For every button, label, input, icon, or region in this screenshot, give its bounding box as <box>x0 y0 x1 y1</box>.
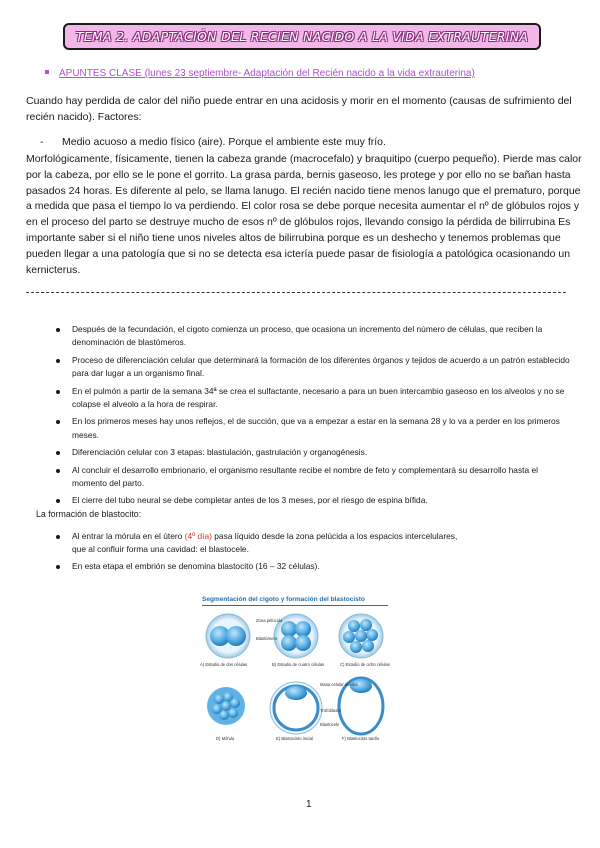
body-paragraph: Morfológicamente, físicamente, tienen la cabeza grande (macrocefalo) y braquitipo (cuerpo pequeño). Pierde mas calor por la cabeza, por ello se le pone el gorrito. La grasa parda, bernis gaseoso, les protege y por ello no se bañan hasta pasados 24 horas. Es diferente al pelo, se llama lanugo. El recién nacido tiene menos lanugo que el prematuro, porque a medida que pasa el tiempo lo va perdiendo. El color rosa se debe porque necesita aumentar el nº de glóbulos rojos y en el proceso del parto se destruye mucho de esos nº de glóbulos rojos, llevando consigo la pérdida de bilirrubina Es importante saber si el niño tiene unos niveles altos de bilirrubina porque es un deshecho y tenemos problemas que pueden llegar a una patología que si no se detecta esa ictería puede pasar de fisiología a patológica ocasionando un kernicterus. <box>26 153 582 276</box>
list-item: Al concluir el desarrollo embrionario, el organismo resultante recibe el nombre de feto y complementará su desarrollo hasta el momento del parto. <box>50 464 570 491</box>
stage-caption: C) Estadio de ocho células <box>340 662 390 667</box>
square-bullet-icon <box>45 70 49 74</box>
page-title: TEMA 2. ADAPTACIÓN DEL RECIEN NACIDO A LA VIDA EXTRAUTERINA <box>75 29 529 44</box>
figure-title: Segmentación del cigoto y formación del blastocisto <box>202 596 365 603</box>
day-highlight: (4º día) <box>184 531 212 541</box>
stage-caption: E) Blastocisto inicial <box>276 736 314 741</box>
stage-caption: A) Estadio de dos células <box>200 662 248 667</box>
list-item: En esta etapa el embrión se denomina blastocito (16 – 32 células). <box>50 560 470 573</box>
list-item-text: pasa líquido desde la zona pelúcida a los espacios intercelulares, que al confluir forma una cavidad: el blastocele. <box>72 531 458 555</box>
stage-caption: B) Estadio de cuatro células <box>272 662 325 667</box>
page-number: 1 <box>306 799 312 810</box>
list-item: En los primeros meses hay unos reflejos, el de succión, que va a empezar a estar en la semana 28 y lo va a perder en los primeros meses. <box>50 415 570 442</box>
eight-cell-stage-icon <box>339 614 383 658</box>
figure-label: Zona pelúcida <box>256 618 283 623</box>
two-cell-stage-icon <box>206 614 250 658</box>
list-item: El cierre del tubo neural se debe completar antes de los 3 meses, por el riesgo de espina bífida. <box>50 494 570 507</box>
stage-caption: D) Mórula <box>216 736 235 741</box>
list-item: En el pulmón a partir de la semana 34ª se crea el sulfactante, necesario a para un buen intercambio gaseoso en los alveolos y no se colapse el alveolo a la hora de respirar. <box>50 385 570 412</box>
early-blastocyst-icon <box>270 682 322 734</box>
morula-icon <box>207 687 245 725</box>
figure-label: Masa celular interna <box>320 682 358 687</box>
blastocyst-heading: La formación de blastocito: <box>36 509 142 519</box>
dash-list-item <box>40 136 386 148</box>
class-notes-heading <box>45 68 475 79</box>
dash-list-item-text: Medio acuoso a medio físico (aire). Porque el ambiente este muy frío. <box>62 136 386 148</box>
class-notes-heading-text: APUNTES CLASE (lunes 23 septiembre- Adaptación del Recién nacido a la vida extrauterina) <box>59 68 475 79</box>
list-item: Proceso de diferenciación celular que determinará la formación de los diferentes órganos y tejidos de acuerdo a un patrón establecido para dar lugar a un organismo final. <box>50 354 570 381</box>
dashed-separator <box>26 292 566 293</box>
list-item <box>50 530 470 557</box>
title-banner <box>63 23 541 50</box>
development-bullet-list <box>50 323 570 512</box>
segmentation-figure <box>196 596 396 746</box>
figure-label: Blastómero <box>256 636 278 641</box>
list-item-text: Al entrar la mórula en el útero <box>72 531 185 541</box>
intro-paragraph: Cuando hay perdida de calor del niño puede entrar en una acidosis y morir en el momento (causas de sufrimiento del recién nacido). Factores: <box>26 95 572 123</box>
blastocyst-bullet-list <box>50 530 470 576</box>
segmentation-illustration <box>196 596 396 746</box>
list-item: Diferenciación celular con 3 etapas: blastulación, gastrulación y organogénesis. <box>50 446 570 459</box>
figure-label: Trofoblasto <box>320 708 341 713</box>
figure-label: Blastocele <box>320 722 340 727</box>
dash-bullet-icon: - <box>40 136 44 148</box>
list-item: Después de la fecundación, el cigoto comienza un proceso, que ocasiona un incremento del número de células, que reciben la denominación de blastómeros. <box>50 323 570 350</box>
stage-caption: F) Blastocisto tardío <box>342 736 380 741</box>
